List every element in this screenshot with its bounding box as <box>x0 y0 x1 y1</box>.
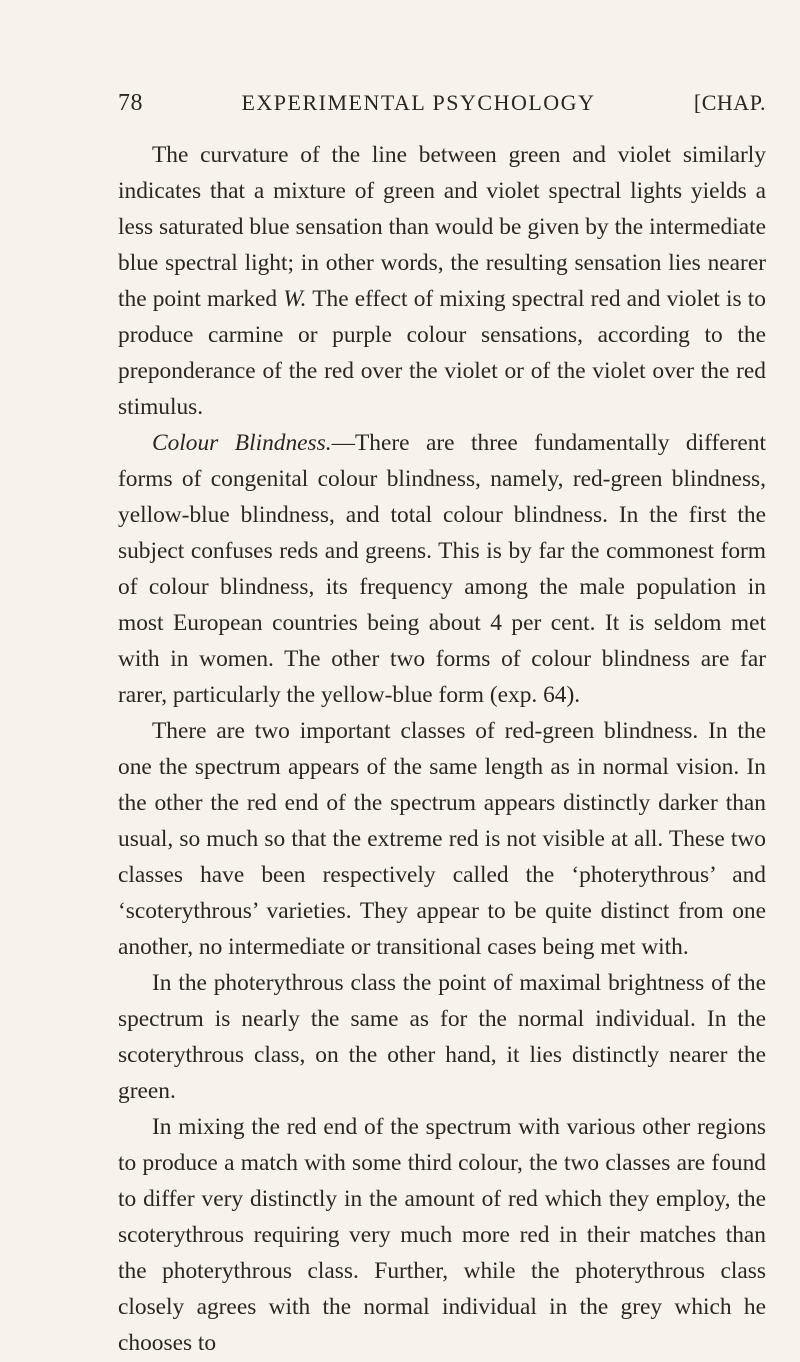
paragraph-2-text: —There are three fundamentally different forms of congenital colour blindness, namely, red-green blindness, yellow-blue blindness, and total colour blindness. In the first the subject confuses reds and greens. This is by far the commonest form of colour blindness, its frequency among the male population in most European countries being about 4 per cent. It is seldom met with in women. The other two forms of colour blindness are far rarer, particularly the yellow-blue form (exp. 64). <box>118 430 766 708</box>
page-number: 78 <box>118 90 143 116</box>
running-head: EXPERIMENTAL PSYCHOLOGY <box>241 90 596 115</box>
page-header <box>118 90 766 117</box>
paragraph-1-text-b: The effect of mixing spectral red and violet is to produce carmine or purple colour sensations, according to the preponderance of the red over the violet or of the violet over the red stimulus. <box>118 286 766 420</box>
book-page <box>118 90 766 1361</box>
point-label-w: W. <box>283 286 307 312</box>
paragraph-1-text-a: The curvature of the line between green and violet similarly indicates that a mixture of green and violet spectral lights yields a less saturated blue sensation than would be given by the intermediate blue spectral light; in other words, the resulting sensation lies nearer the point marked <box>118 142 766 312</box>
paragraph-5: In mixing the red end of the spectrum with various other regions to produce a match with some third colour, the two classes are found to differ very distinctly in the amount of red which they employ, the scoterythrous requiring very much more red in their matches than the photerythrous class. Further, while the photerythrous class closely agrees with the normal individual in the grey which he chooses to <box>118 1114 766 1356</box>
paragraph-1 <box>118 137 766 425</box>
section-heading-colour-blindness: Colour Blindness. <box>152 430 332 456</box>
paragraph-4: In the photerythrous class the point of maximal brightness of the spectrum is nearly the same as for the normal individual. In the scoterythrous class, on the other hand, it lies distinctly nearer the green. <box>118 970 766 1104</box>
body-text <box>118 137 766 1361</box>
paragraph-2 <box>118 425 766 713</box>
paragraph-3: There are two important classes of red-green blindness. In the one the spectrum appears of the same length as in normal vision. In the other the red end of the spectrum appears distinctly darker than usual, so much so that the extreme red is not visible at all. These two classes have been respectively called the ‘photerythrous’ and ‘scoterythrous’ varieties. They appear to be quite distinct from one another, no intermediate or transitional cases being met with. <box>118 718 766 960</box>
chapter-marker: [CHAP. <box>693 90 766 115</box>
